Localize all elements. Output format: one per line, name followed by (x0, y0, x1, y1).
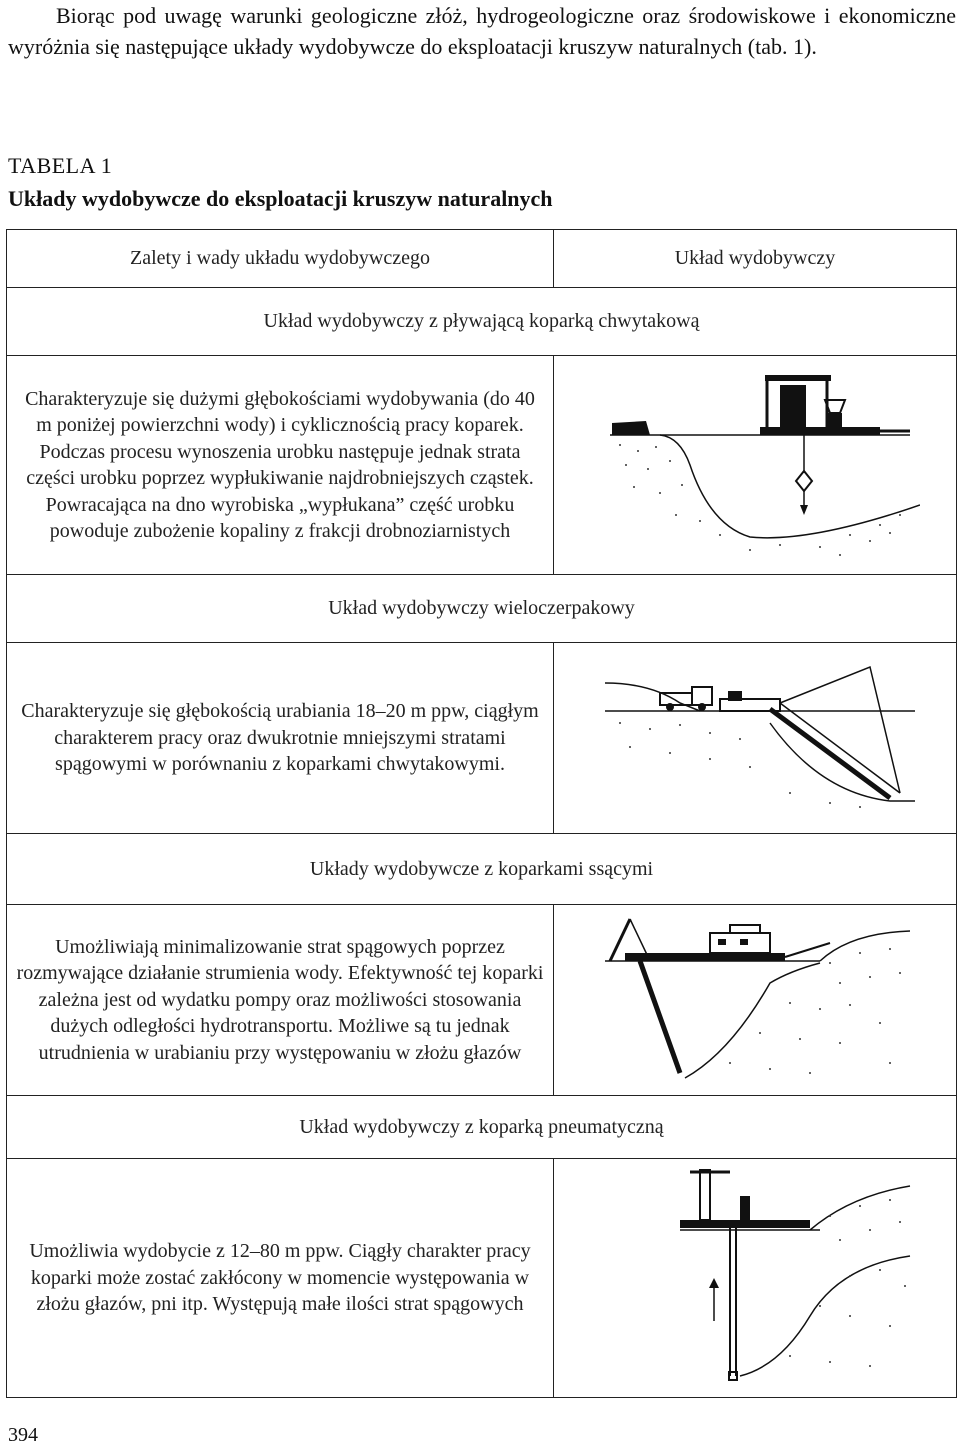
intro-paragraph (8, 0, 956, 62)
floating-grab-dredger-diagram (554, 356, 957, 575)
section-title-grab: Układ wydobywczy z pływającą koparką chwytakową (7, 288, 957, 356)
description-grab: Charakteryzuje się dużymi głębokościami wydobywania (do 40 m poniżej powierzchni wody) i cyklicznością pracy koparek. Podczas procesu wynoszenia urobku następuje jednak strata części urobku poprzez wypłukiwanie najdrobniejszych cząstek. Powracająca na dno wyrobiska „wypłukana” część urobku powoduje zubożenie kopaliny z frakcji drobnoziarnistych (7, 356, 554, 575)
section-title-suction: Układy wydobywcze z koparkami ssącymi (7, 834, 957, 905)
table-label: TABELA 1 (8, 153, 113, 178)
suction-dredger-diagram (554, 905, 957, 1096)
table-row (7, 905, 957, 1096)
description-airlift: Umożliwia wydobycie z 12–80 m ppw. Ciągły charakter pracy koparki może zostać zakłócony w momencie występowania w złożu głazów, pni itp. Występują małe ilości strat spągowych (7, 1159, 554, 1398)
table-row (7, 356, 957, 575)
header-system: Układ wydobywczy (554, 230, 957, 288)
suction-dredger-svg (590, 913, 920, 1088)
table-row (7, 643, 957, 834)
section-title-row (7, 288, 957, 356)
section-title-bucket: Układ wydobywczy wieloczerpakowy (7, 575, 957, 643)
extraction-systems-table (6, 229, 957, 1398)
description-bucket: Charakteryzuje się głębokością urabiania 18–20 m ppw, ciągłym charakterem pracy oraz dwukrotnie mniejszymi stratami spągowymi w porównaniu z koparkami chwytakowymi. (7, 643, 554, 834)
table-title: Układy wydobywcze do eksploatacji kruszyw naturalnych (8, 186, 553, 211)
section-title-row (7, 1096, 957, 1159)
header-pros-cons: Zalety i wady układu wydobywczego (7, 230, 554, 288)
table-row (7, 1159, 957, 1398)
section-title-airlift: Układ wydobywczy z koparką pneumatyczną (7, 1096, 957, 1159)
bucket-dredger-svg (590, 663, 920, 813)
bucket-ladder-dredger-diagram (554, 643, 957, 834)
table-header-row (7, 230, 957, 288)
intro-text: Biorąc pod uwagę warunki geologiczne złóż, hydrogeologiczne oraz środowiskowe i ekonomiczne wyróżnia się następujące układy wydobywcze do eksploatacji kruszyw naturalnych (tab. 1). (8, 3, 956, 59)
grab-dredger-svg (590, 365, 920, 565)
airlift-dredger-diagram (554, 1159, 957, 1398)
description-suction: Umożliwiają minimalizowanie strat spągowych poprzez rozmywające działanie strumienia wody. Efektywność tej koparki zależna jest od wydatku pompy oraz możliwości stosowania dużych odległości hydrotransportu. Możliwe są tu jednak utrudnienia w urabianiu przy występowaniu w złożu głazów (7, 905, 554, 1096)
section-title-row (7, 575, 957, 643)
page-number: 394 (8, 1424, 38, 1446)
section-title-row (7, 834, 957, 905)
airlift-dredger-svg (590, 1166, 920, 1391)
